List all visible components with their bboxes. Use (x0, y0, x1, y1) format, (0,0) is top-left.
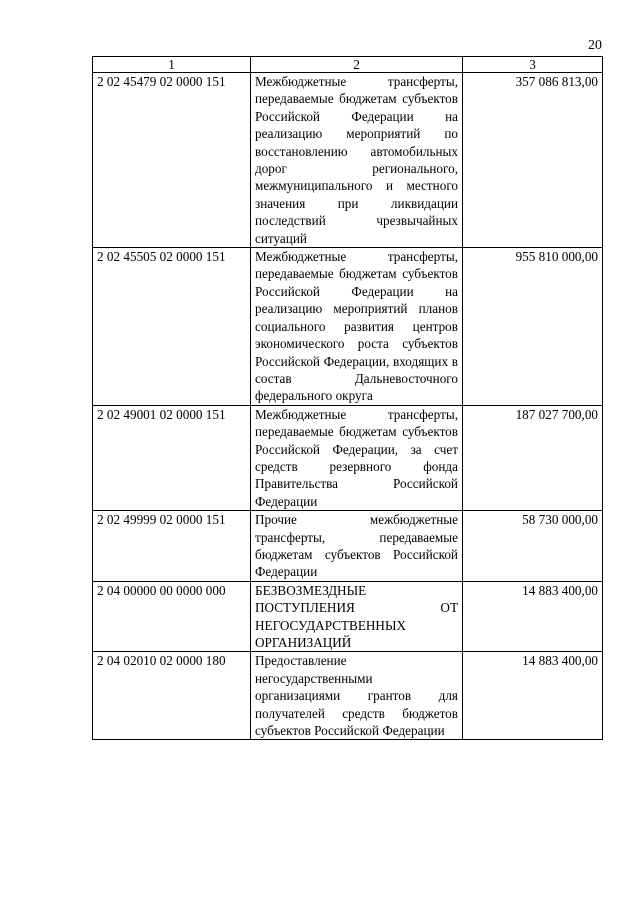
table-row (93, 405, 603, 510)
table-row (93, 248, 603, 406)
budget-code-cell: 2 02 45479 02 0000 151 (93, 73, 251, 248)
description-cell: Прочие межбюджетные трансферты, передаваемые бюджетам субъектов Российской Федерации (251, 511, 463, 582)
table-row (93, 652, 603, 740)
description-cell: Межбюджетные трансферты, передаваемые бюджетам субъектов Российской Федерации на реализацию мероприятий по восстановлению автомобильных дорог регионального, межмуниципального и местного значения при ликвидации последствий чрезвычайных ситуаций (251, 73, 463, 248)
description-cell: Межбюджетные трансферты, передаваемые бюджетам субъектов Российской Федерации на реализацию мероприятий планов социального развития центров экономического роста субъектов Российской Федерации, входящих в состав Дальневосточного федерального округа (251, 248, 463, 406)
column-header-1: 1 (93, 57, 251, 73)
description-cell: БЕЗВОЗМЕЗДНЫЕ ПОСТУПЛЕНИЯ ОТ НЕГОСУДАРСТВЕННЫХ ОРГАНИЗАЦИЙ (251, 581, 463, 652)
column-header-3: 3 (463, 57, 603, 73)
description-cell: Предоставление негосударственными организациями грантов для получателей средств бюджетов субъектов Российской Федерации (251, 652, 463, 740)
table-row (93, 581, 603, 652)
budget-code-cell: 2 04 00000 00 0000 000 (93, 581, 251, 652)
amount-cell: 14 883 400,00 (463, 581, 603, 652)
amount-cell: 187 027 700,00 (463, 405, 603, 510)
budget-code-cell: 2 04 02010 02 0000 180 (93, 652, 251, 740)
budget-code-cell: 2 02 49999 02 0000 151 (93, 511, 251, 582)
table-row (93, 73, 603, 248)
column-header-2: 2 (251, 57, 463, 73)
amount-cell: 14 883 400,00 (463, 652, 603, 740)
budget-code-cell: 2 02 45505 02 0000 151 (93, 248, 251, 406)
budget-code-cell: 2 02 49001 02 0000 151 (93, 405, 251, 510)
column-number-row (93, 57, 603, 73)
amount-cell: 357 086 813,00 (463, 73, 603, 248)
page-number: 20 (588, 38, 602, 53)
description-cell: Межбюджетные трансферты, передаваемые бюджетам субъектов Российской Федерации, за счет средств резервного фонда Правительства Российской Федерации (251, 405, 463, 510)
table-row (93, 511, 603, 582)
amount-cell: 955 810 000,00 (463, 248, 603, 406)
amount-cell: 58 730 000,00 (463, 511, 603, 582)
budget-revenue-table (92, 56, 603, 740)
